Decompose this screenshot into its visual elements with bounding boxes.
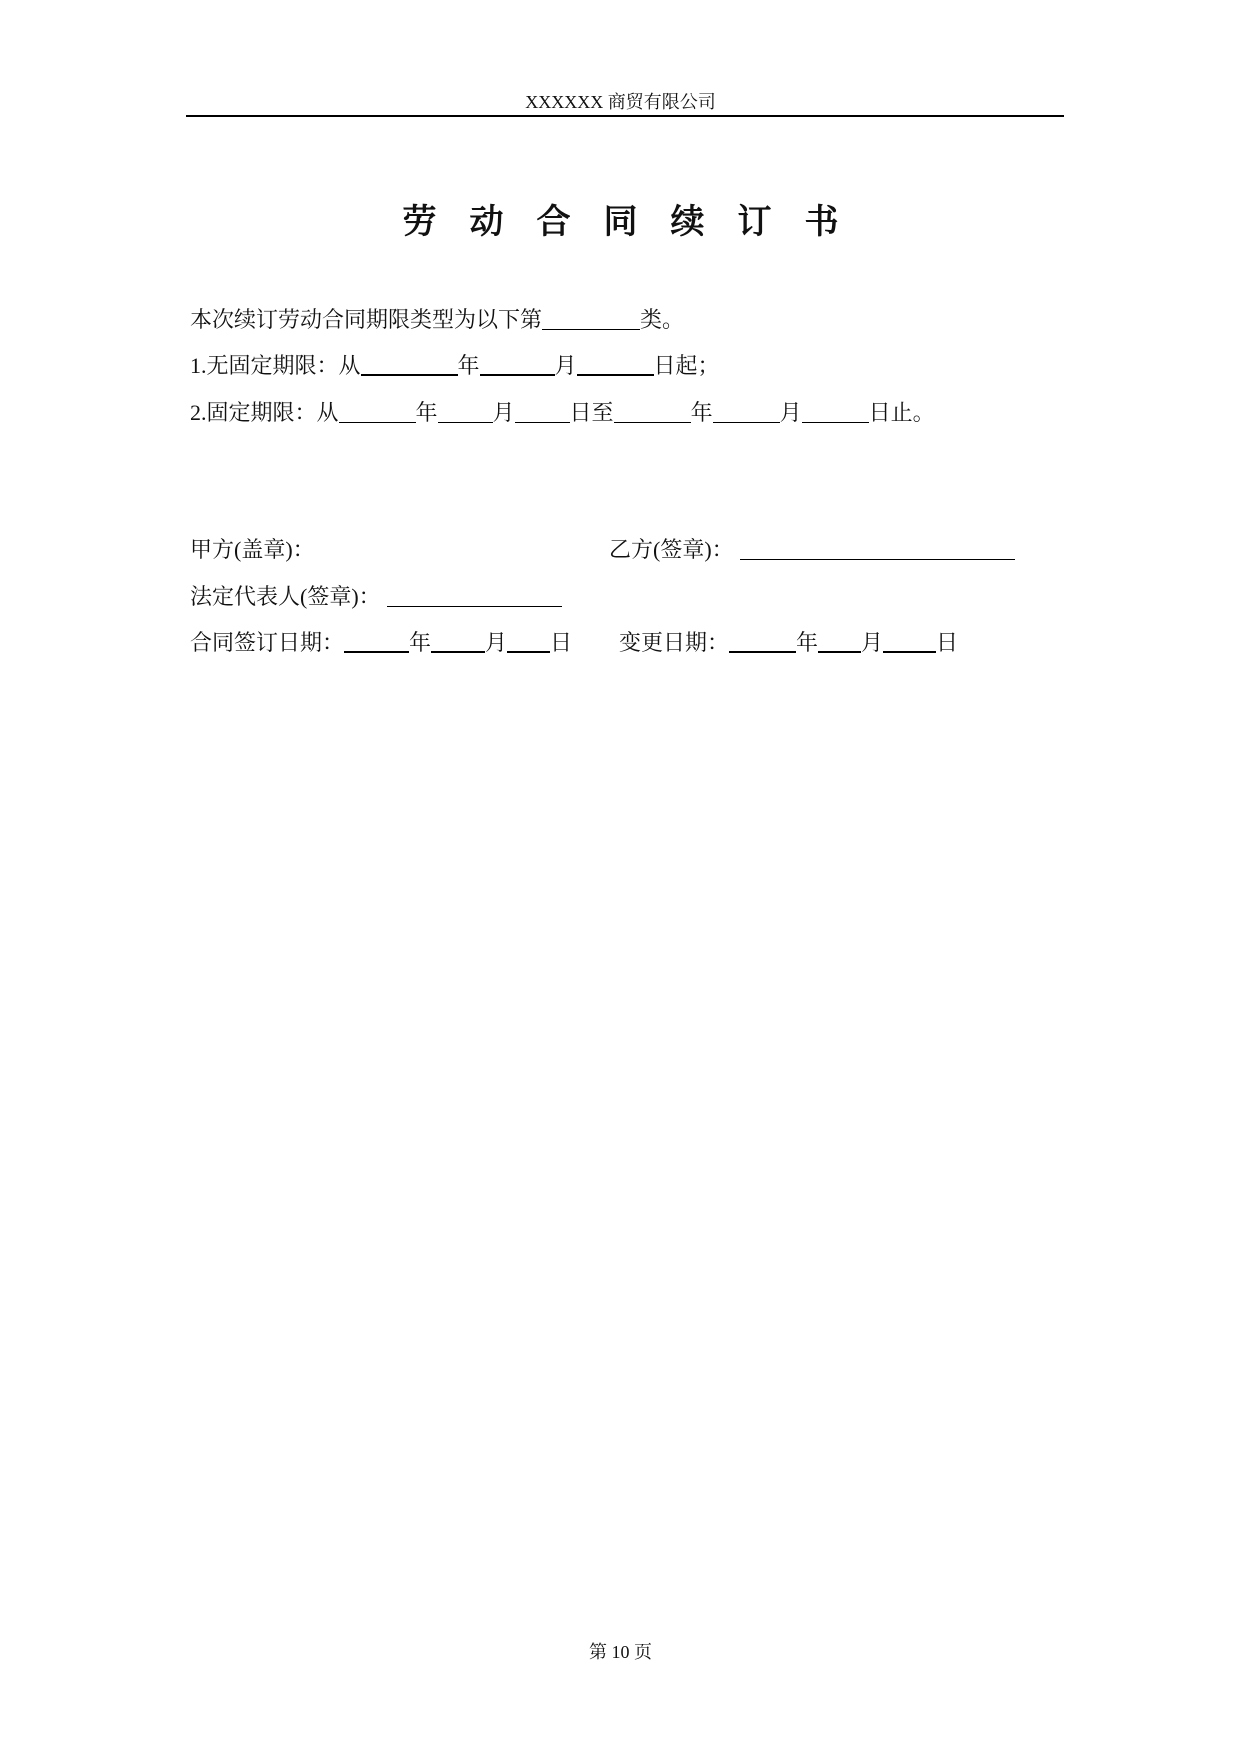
legal-representative-label: 法定代表人(签章)：: [190, 584, 381, 609]
sign-month-label: 月: [485, 630, 508, 655]
option-fixed-term-line: [190, 401, 935, 425]
document-title: 劳动合同续订书: [402, 204, 872, 241]
party-b-line: [609, 538, 1015, 562]
party-a-label: 甲方(盖章)：: [190, 537, 315, 562]
page-number: 第 10 页: [589, 1642, 652, 1662]
party-b-signature-blank: [740, 541, 1015, 560]
start-year-blank: [361, 356, 458, 376]
sign-month-blank: [431, 633, 485, 653]
end-day-blank: [802, 404, 869, 423]
sign-year-blank: [344, 633, 409, 653]
year-label: 年: [415, 400, 438, 425]
start-day-blank: [515, 404, 570, 423]
party-a-line: [190, 538, 315, 562]
renewal-type-line: [190, 308, 684, 332]
month-label: 月: [492, 400, 515, 425]
sign-year-label: 年: [409, 630, 432, 655]
month-label: 月: [554, 353, 577, 378]
sign-date-line: [190, 631, 572, 655]
option-open-ended-line: [190, 354, 720, 378]
legal-representative-signature-blank: [387, 588, 562, 607]
start-month-blank: [438, 404, 493, 423]
end-year-label: 年: [690, 400, 713, 425]
header-company-name: XXXXXX 商贸有限公司: [525, 92, 716, 112]
header-divider: [186, 115, 1064, 117]
option-open-ended-label: 1.无固定期限：从: [190, 353, 361, 378]
sign-day-label: 日: [550, 630, 573, 655]
change-month-label: 月: [861, 630, 884, 655]
change-month-blank: [818, 633, 861, 653]
day-to-label: 日至: [569, 400, 614, 425]
renewal-type-suffix: 类。: [640, 307, 685, 332]
sign-day-blank: [507, 633, 550, 653]
start-day-blank: [577, 356, 654, 376]
end-day-label: 日止。: [868, 400, 935, 425]
party-b-label: 乙方(签章)：: [609, 537, 734, 562]
start-year-blank: [339, 404, 416, 423]
change-year-blank: [729, 633, 796, 653]
end-month-blank: [713, 404, 780, 423]
sign-date-label: 合同签订日期：: [190, 630, 345, 655]
legal-representative-line: [190, 585, 562, 609]
start-month-blank: [480, 356, 555, 376]
day-start-label: 日起；: [653, 353, 720, 378]
end-year-blank: [614, 404, 691, 423]
change-day-label: 日: [936, 630, 959, 655]
change-year-label: 年: [796, 630, 819, 655]
year-label: 年: [457, 353, 480, 378]
option-fixed-term-label: 2.固定期限：从: [190, 400, 339, 425]
change-day-blank: [883, 633, 936, 653]
end-month-label: 月: [779, 400, 802, 425]
change-date-line: [619, 631, 958, 655]
renewal-type-prefix: 本次续订劳动合同期限类型为以下第: [190, 307, 543, 332]
renewal-type-blank: [542, 311, 640, 330]
change-date-label: 变更日期：: [619, 630, 730, 655]
